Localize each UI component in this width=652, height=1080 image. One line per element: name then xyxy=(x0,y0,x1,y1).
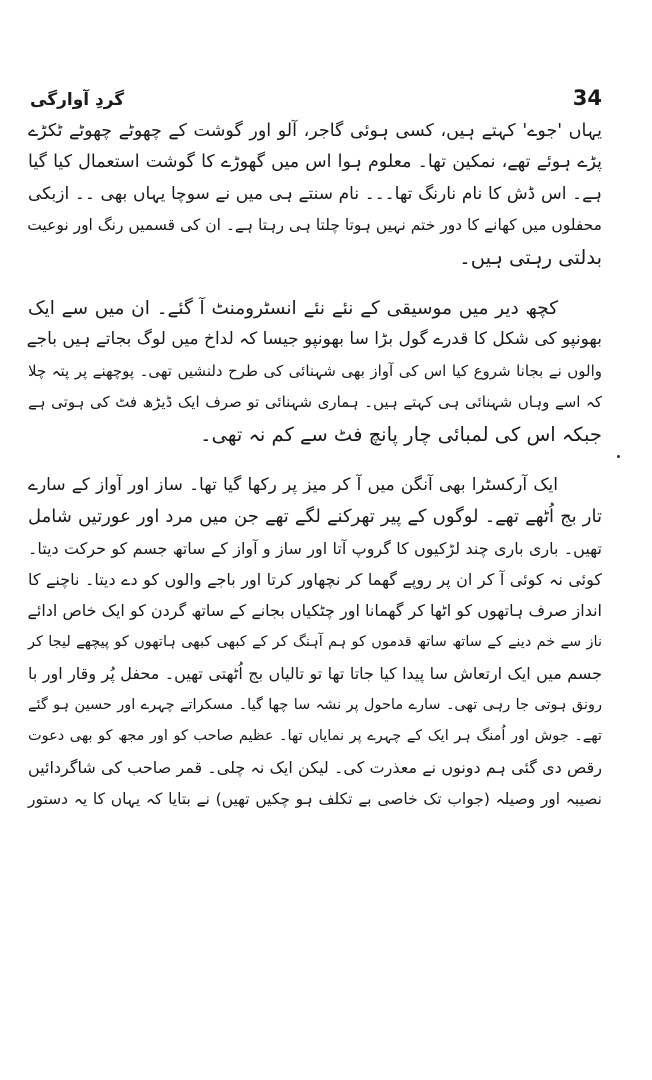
paragraph-gap xyxy=(28,450,602,470)
paragraph-gap xyxy=(28,273,602,293)
text-line: والوں نے بجانا شروع کیا اس کی آواز بھی شہنائی کی طرح دلنشیں تھی۔ پوچھنے پر پتہ چلا xyxy=(28,361,602,380)
paragraph-2 xyxy=(28,293,602,450)
text-line: جبکہ اس کی لمبائی چار پانچ فٹ سے کم نہ تھی۔ xyxy=(200,422,602,446)
text-line: کوئی نہ کوئی آ کر ان پر روپے گھما کر نچھاور کرتا اور باجے والوں کو دے دیتا۔ ناچنے کا xyxy=(28,570,602,590)
text-line: تار بج اُٹھے تھے۔ لوگوں کے پیر تھرکنے لگے تھے جن میں مرد اور عورتیں شامل xyxy=(28,506,602,528)
text-line: تھے۔ جوش اور اُمنگ ہر ایک کے چہرے پر نمایاں تھا۔ عظیم صاحب کو اور مجھ کو بھی دعوت xyxy=(28,728,602,745)
text-line: رونق ہوتی جا رہی تھی۔ سارے ماحول پر نشہ سا چھا گیا۔ مسکراتے چہرے اور حسین ہو گئے xyxy=(28,696,602,713)
text-line: جسم میں ایک ارتعاش سا پیدا کیا جاتا تھا تو تالیاں بج اُٹھتی تھیں۔ محفل پُر وقار اور با xyxy=(28,664,602,684)
text-line: بدلتی رہتی ہیں۔ xyxy=(459,245,602,269)
text-line: ایک آرکسٹرا بھی آنگن میں آ کر میز پر رکھا گیا تھا۔ ساز اور آواز کے سارے xyxy=(28,474,558,495)
text-line: ہے۔ اس ڈش کا نام نارنگ تھا۔۔۔ نام سنتے ہی میں نے سوچا یہاں بھی ۔۔ ازبکی xyxy=(28,183,602,204)
paragraph-3 xyxy=(28,470,602,815)
body-text xyxy=(28,116,602,815)
text-line: تھیں۔ باری باری چند لڑکیوں کا گروپ آتا اور ساز و آواز کے ساتھ جسم کو حرکت دیتا۔ xyxy=(28,538,602,558)
text-line: بھونپو کی شکل کا قدرے گول بڑا سا بھونپو جیسا کہ لداخ میں لوگ بجاتے ہیں باجے xyxy=(26,329,602,350)
paragraph-1 xyxy=(28,116,602,273)
text-line: رقص دی گئی ہم دونوں نے معذرت کی۔ لیکن ایک نہ چلی۔ قمر صاحب کی شاگردائیں xyxy=(28,758,602,778)
text-line: ناز سے خم دینے کے ساتھ ساتھ قدموں کو ہم آہنگ کر کے کبھی کبھی ہاتھوں کو پیچھے لیجا کر xyxy=(28,633,602,650)
text-line: کہ اسے وہاں شہنائی ہی کہتے ہیں۔ ہماری شہنائی تو صرف ایک ڈیڑھ فٹ کی ہوتی ہے xyxy=(28,393,602,412)
text-line: نصیبہ اور وصیلہ (جواب تک خاصی بے تکلف ہو چکیں تھیں) نے بتایا کہ یہاں کا یہ دستور xyxy=(28,789,602,808)
text-line: انداز صرف ہاتھوں کو اٹھا کر گھمانا اور چٹکیاں بجانے کے ساتھ گردن کو ایک خاص ادائے xyxy=(27,601,602,621)
text-line: یہاں 'جوے' کہتے ہیں، کسی ہوئی گاجر، آلو اور گوشت کے چھوٹے چھوٹے ٹکڑے xyxy=(28,121,602,141)
text-line: پڑے ہوئے تھے، نمکین تھا۔ معلوم ہوا اس میں گھوڑے کا گوشت استعمال کیا گیا xyxy=(28,152,602,173)
page-number: 34 xyxy=(572,86,602,110)
text-line: محفلوں میں کھانے کا دور ختم نہیں ہوتا چلتا ہی رہتا ہے۔ ان کی قسمیں رنگ اور نوعیت xyxy=(27,216,602,235)
running-title: گردِ آوارگی xyxy=(30,90,125,110)
text-line: کچھ دیر میں موسیقی کے نئے نئے انسٹرومنٹ آ گئے۔ ان میں سے ایک xyxy=(28,297,558,319)
ink-dot xyxy=(617,455,620,458)
